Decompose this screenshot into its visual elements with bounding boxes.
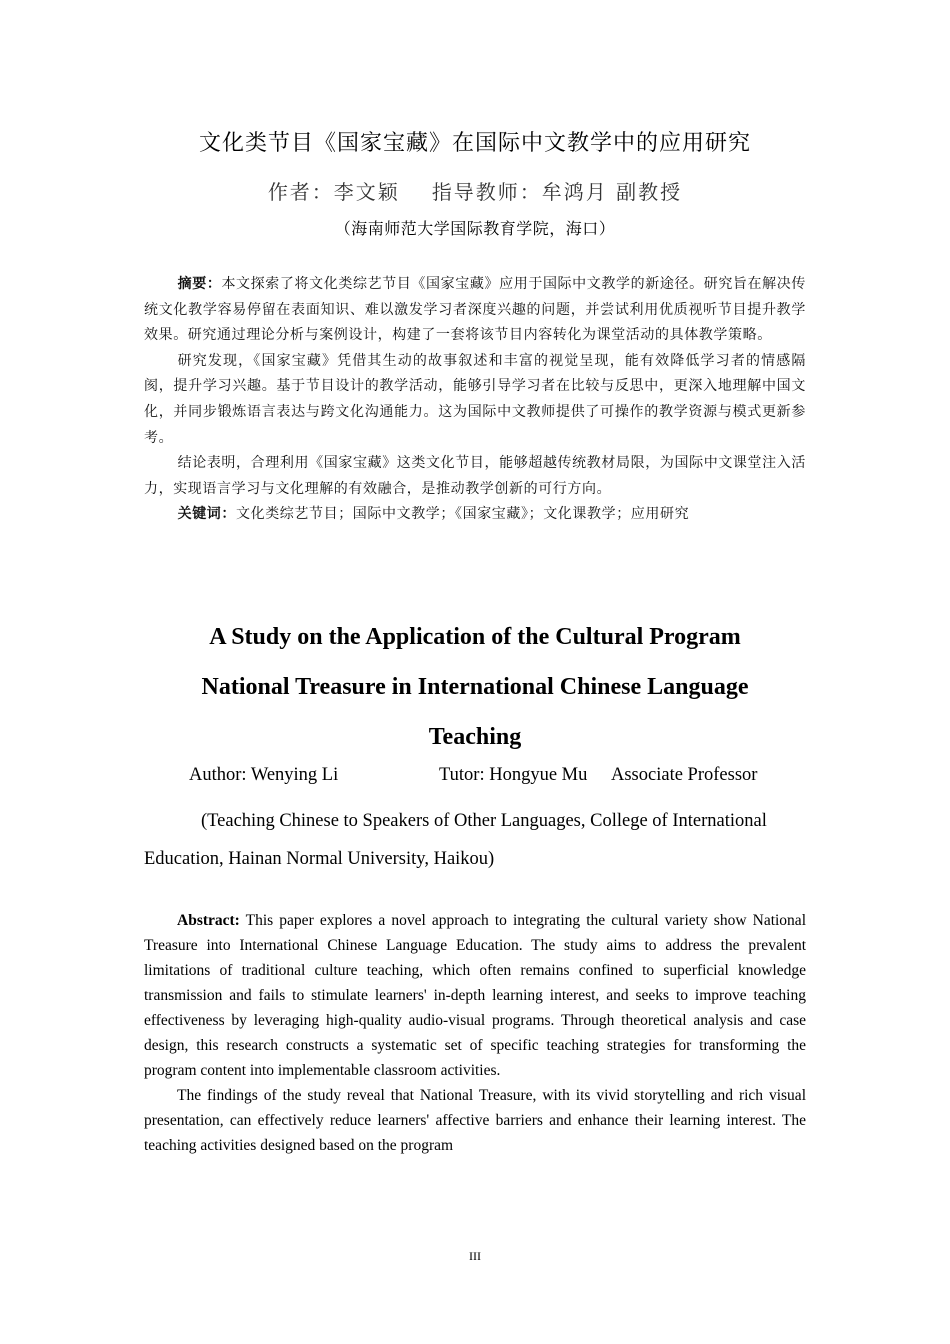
chinese-affiliation: （海南师范大学国际教育学院，海口）	[334, 219, 616, 238]
chinese-title: 文化类节目《国家宝藏》在国际中文教学中的应用研究	[198, 131, 751, 156]
english-affiliation: (Teaching Chinese to Speakers of Other Languages, College of International Education, Hainan Normal University, Haikou)	[144, 811, 767, 869]
chinese-abstract-label: 摘要：	[177, 276, 222, 292]
english-tutor: Tutor: Hongyue Mu	[439, 765, 588, 785]
page-number: III	[469, 1249, 481, 1263]
english-abstract	[144, 908, 806, 1158]
english-author: Author: Wenying Li	[189, 765, 339, 785]
english-title: A Study on the Application of the Cultural Program National Treasure in International Chinese Language Teaching	[201, 624, 749, 750]
chinese-author: 作者：李文颖	[267, 180, 400, 204]
chinese-keywords-label: 关键词：	[177, 506, 236, 523]
chinese-keywords-text: 文化类综艺节目；国际中文教学；《国家宝藏》；文化课教学；应用研究	[236, 506, 690, 523]
english-abstract-text: This paper explores a novel approach to integrating the cultural variety show National Treasure into International Chinese Language Education. The study aims to address the prevalent limitations of traditional culture teaching, which often remains confined to superficial knowledge transmission and fails to stimulate learners' in-depth learning interest, and seeks to improve teaching effectiveness by leveraging high-quality audio-visual programs. Through theoretical analysis and case design, this research constructs a systematic set of specific teaching strategies for transforming the program content into implementable classroom activities.	[144, 912, 806, 1079]
chinese-abstract-paragraph	[144, 272, 806, 349]
chinese-abstract-paragraph: 研究发现，《国家宝藏》凭借其生动的故事叙述和丰富的视觉呈现，能有效降低学习者的情感隔阂，提升学习兴趣。基于节目设计的教学活动，能够引导学习者在比较与反思中，更深入地理解中国文化，并同步锻炼语言表达与跨文化沟通能力。这为国际中文教师提供了可操作的教学资源与模式更新参考。	[144, 352, 806, 446]
chinese-abstract-text: 本文探索了将文化类综艺节目《国家宝藏》应用于国际中文教学的新途径。研究旨在解决传统文化教学容易停留在表面知识、难以激发学习者深度兴趣的问题，并尝试利用优质视听节目提升教学效果。研究通过理论分析与案例设计，构建了一套将该节目内容转化为课堂活动的具体教学策略。	[144, 276, 806, 344]
english-abstract-paragraph: The findings of the study reveal that National Treasure, with its vivid storytelling and rich visual presentation, can effectively reduce learners' affective barriers and enhance their learning interest. The teaching activities designed based on the program	[144, 1087, 806, 1154]
chinese-author-line	[0, 176, 950, 205]
english-abstract-paragraph	[144, 908, 806, 1083]
chinese-keywords	[144, 502, 806, 528]
english-abstract-label: Abstract:	[177, 912, 240, 929]
english-author-line	[189, 765, 829, 786]
chinese-abstract	[144, 272, 806, 528]
english-tutor-rank: Associate Professor	[611, 765, 758, 785]
chinese-tutor: 指导教师：牟鸿月 副教授	[431, 180, 683, 204]
chinese-abstract-paragraph: 结论表明，合理利用《国家宝藏》这类文化节目，能够超越传统教材局限，为国际中文课堂注入活力，实现语言学习与文化理解的有效融合，是推动教学创新的可行方向。	[144, 455, 806, 497]
